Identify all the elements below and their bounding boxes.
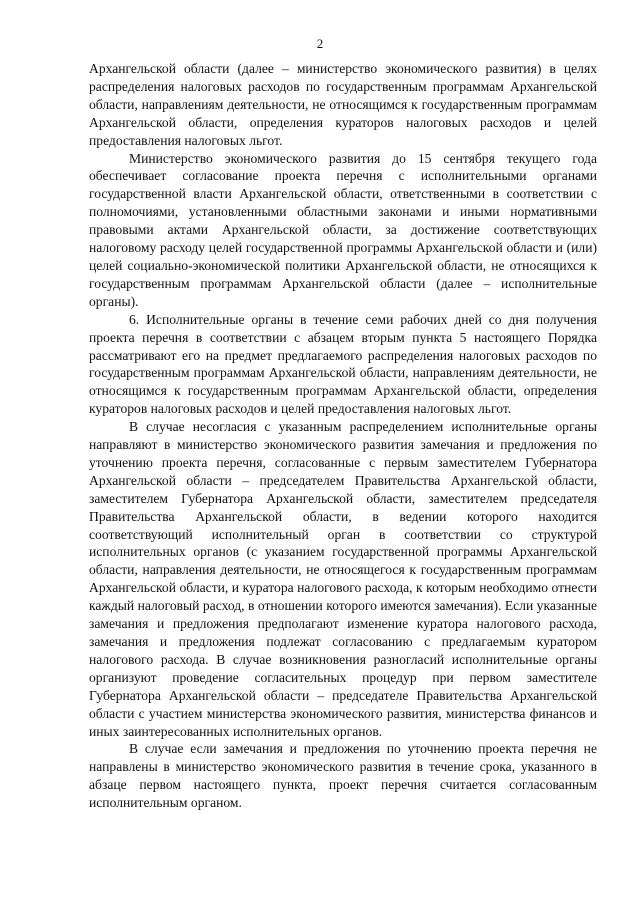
paragraph-continuation: Архангельской области (далее – министерство экономического развития) в целях распределения налоговых расходов по государственным программам Архангельской области, направлениям деятельности, не относящимся к государственным программам Архангельской области, определения кураторов налоговых расходов и целей предоставления налоговых льгот. <box>89 61 597 148</box>
paragraph-deemed-approved: В случае если замечания и предложения по уточнению проекта перечня не направлены в министерство экономического развития в течение срока, указанного в абзаце первом настоящего пункта, проект перечня считается согласованным исполнительным органом. <box>89 741 597 811</box>
page-number: 2 <box>316 36 324 51</box>
paragraph-clause-6: 6. Исполнительные органы в течение семи рабочих дней со дня получения проекта перечня в соответствии с абзацем вторым пункта 5 настоящего Порядка рассматривают его на предмет предлагаемого распределения налоговых расходов по государственным программам Архангельской области, направлениям деятельности, не относящимся к государственным программам Архангельской области, определения кураторов налоговых расходов и целей предоставления налоговых льгот. <box>89 311 597 417</box>
body-text <box>89 60 597 812</box>
paragraph-disagreement: В случае несогласия с указанным распределением исполнительные органы направляют в министерство экономического развития замечания и предложения по уточнению проекта перечня, согласованные с первым заместителем Губернатора Архангельской области – председателем Правительства Архангельской области, заместителем Губернатора Архангельской области, заместителем председателя Правительства Архангельской области, в ведении которого находится соответствующий исполнительный орган в соответствии со структурой исполнительных органов (с указанием государственной программы Архангельской области, направления деятельности, не относящегося к государственным программам Архангельской области, и куратора налогового расхода, к которым необходимо отнести каждый налоговый расход, в отношении которого имеются замечания). Если указанные замечания и предложения предполагают изменение куратора налогового расхода, замечания и предложения подлежат согласованию с предлагаемым куратором налогового расхода. В случае возникновения разногласий исполнительные органы организуют проведение согласительных процедур при первом заместителе Губернатора Архангельской области – председателе Правительства Архангельской области с участием министерства экономического развития, министерства финансов и иных заинтересованных исполнительных органов. <box>89 419 597 739</box>
paragraph-ministry-approval: Министерство экономического развития до 15 сентября текущего года обеспечивает согласование проекта перечня с исполнительными органами государственной власти Архангельской области, ответственными в соответствии с полномочиями, установленными областными законами и иными нормативными правовыми актами Архангельской области, за достижение соответствующих налоговому расходу целей государственной программы Архангельской области и (или) целей социально-экономической политики Архангельской области, не относящихся к государственным программам Архангельской области (далее – исполнительные органы). <box>89 150 597 309</box>
